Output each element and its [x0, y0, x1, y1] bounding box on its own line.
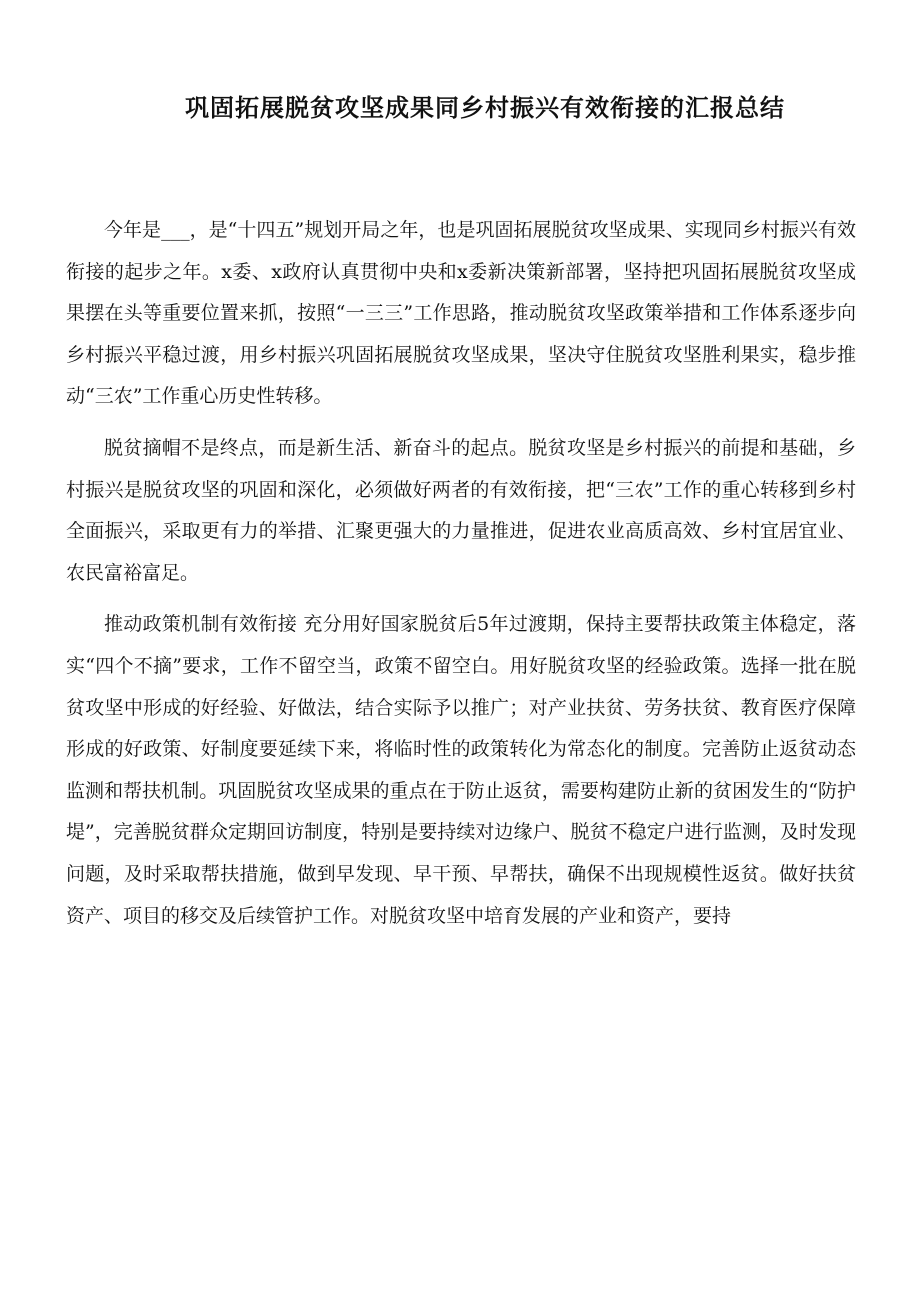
paragraph-2: 脱贫摘帽不是终点，而是新生活、新奋斗的起点。脱贫攻坚是乡村振兴的前提和基础，乡村振兴是脱贫攻坚的巩固和深化，必须做好两者的有效衔接，把“三农”工作的重心转移到乡村全面振兴，采取更有力的举措、汇聚更强大的力量推进，促进农业高质高效、乡村宜居宜业、农民富裕富足。 [66, 436, 856, 584]
document-body [66, 210, 856, 947]
document-title: 巩固拓展脱贫攻坚成果同乡村振兴有效衔接的汇报总结 [185, 94, 785, 122]
paragraph-1: 今年是___，是“十四五”规划开局之年，也是巩固拓展脱贫攻坚成果、实现同乡村振兴有效衔接的起步之年。x委、x政府认真贯彻中央和x委新决策新部署，坚持把巩固拓展脱贫攻坚成果摆在头等重要位置来抓，按照“一三三”工作思路，推动脱贫攻坚政策举措和工作体系逐步向乡村振兴平稳过渡，用乡村振兴巩固拓展脱贫攻坚成果，坚决守住脱贫攻坚胜利果实，稳步推动“三农”工作重心历史性转移。 [66, 219, 856, 408]
paragraph-3-text: 充分用好国家脱贫后5年过渡期，保持主要帮扶政策主体稳定，落实“四个不摘”要求，工作不留空当，政策不留空白。用好脱贫攻坚的经验政策。选择一批在脱贫攻坚中形成的好经验、好做法，结合实际予以推广；对产业扶贫、劳务扶贫、教育医疗保障形成的好政策、好制度要延续下来，将临时性的政策转化为常态化的制度。完善防止返贫动态监测和帮扶机制。巩固脱贫攻坚成果的重点在于防止返贫，需要构建防止新的贫困发生的“防护堤”，完善脱贫群众定期回访制度，特别是要持续对边缘户、脱贫不稳定户进行监测，及时发现问题，及时采取帮扶措施，做到早发现、早干预、早帮扶，确保不出现规模性返贫。做好扶贫资产、项目的移交及后续管护工作。对脱贫攻坚中培育发展的产业和资产，要持 [66, 613, 856, 927]
paragraph-3-lead: 推动政策机制有效衔接 [104, 613, 298, 636]
paragraph-3 [66, 604, 856, 937]
